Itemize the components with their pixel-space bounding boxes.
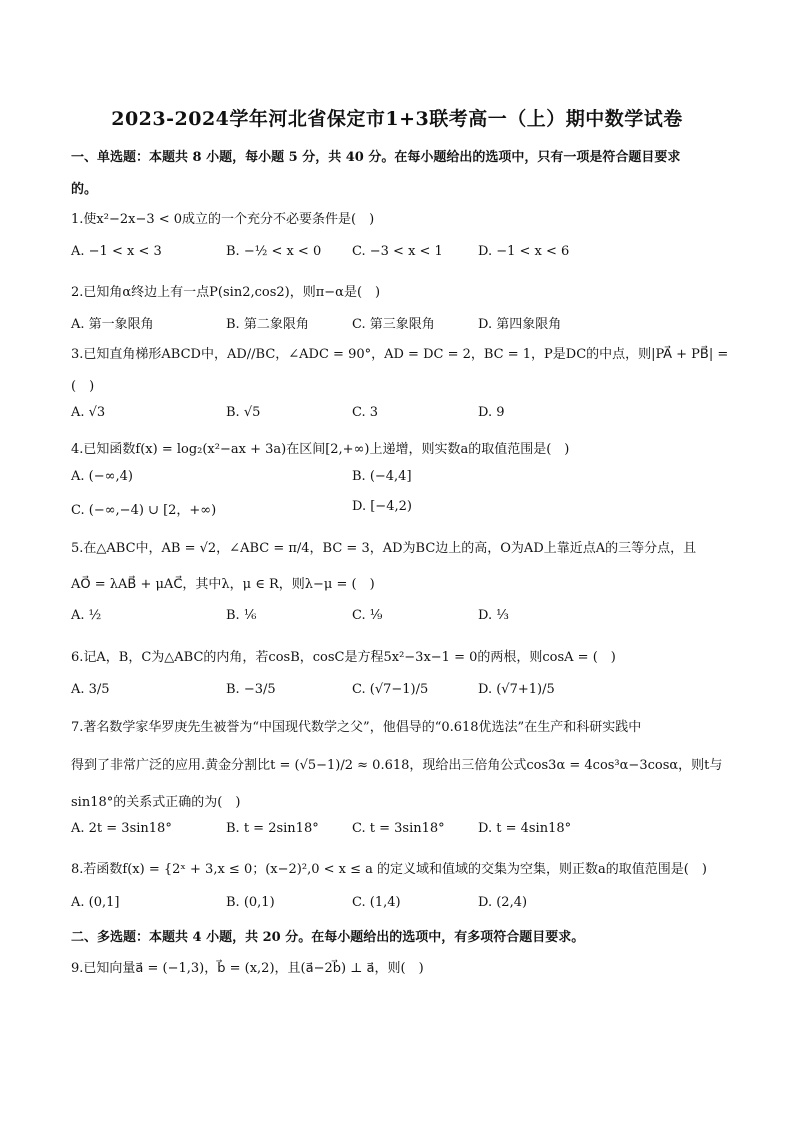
q4-option-b: B. (−4,4] (352, 469, 412, 484)
section1-heading-cont: 的。 (71, 182, 98, 197)
q5-option-a: A. ½ (71, 608, 102, 623)
q1-option-b: B. −½ < x < 0 (226, 244, 322, 259)
q1-option-c: C. −3 < x < 1 (352, 244, 443, 259)
q6-option-b: B. −3/5 (226, 682, 276, 697)
q7-option-a: A. 2t = 3sin18° (71, 821, 172, 836)
q4-option-d: D. [−4,2) (352, 499, 412, 514)
q8-option-c: C. (1,4) (352, 895, 401, 910)
question-2-stem: 2.已知角α终边上有一点P(sin2,cos2)，则π−α是( ) (71, 285, 381, 300)
q3-option-c: C. 3 (352, 405, 379, 420)
q5-option-d: D. ⅓ (478, 608, 509, 623)
q4-option-a: A. (−∞,4) (71, 469, 133, 484)
q3-option-b: B. √5 (226, 405, 261, 420)
question-5-stem: 5.在△ABC中，AB = √2，∠ABC = π/4，BC = 3，AD为BC边上的高，O为AD上靠近点A的三等分点，且 (71, 541, 697, 556)
exam-title: 2023-2024学年河北省保定市1+3联考高一（上）期中数学试卷 (111, 108, 683, 130)
question-3-stem-cont: ( ) (71, 379, 95, 394)
question-6-stem: 6.记A，B，C为△ABC的内角，若cosB，cosC是方程5x²−3x−1 = 0的两根，则cosA = ( ) (71, 650, 616, 665)
question-9-stem: 9.已知向量a⃗ = (−1,3)，b⃗ = (x,2)，且(a⃗−2b⃗) ⊥ a⃗，则( ) (71, 961, 424, 976)
q7-option-b: B. t = 2sin18° (226, 821, 319, 836)
question-7-stem: 7.著名数学家华罗庚先生被誉为“中国现代数学之父”，他倡导的“0.618优选法”在生产和科研实践中 (71, 720, 642, 735)
question-1-stem: 1.使x²−2x−3 < 0成立的一个充分不必要条件是( ) (71, 212, 375, 227)
q6-option-d: D. (√7+1)/5 (478, 682, 555, 697)
q1-option-d: D. −1 < x < 6 (478, 244, 570, 259)
question-5-stem-cont: AO⃗ = λAB⃗ + μAC⃗，其中λ，μ ∈ R，则λ−μ = ( ) (71, 577, 375, 592)
q3-option-a: A. √3 (71, 405, 106, 420)
q2-option-a: A. 第一象限角 (71, 317, 154, 332)
question-7-stem-cont: 得到了非常广泛的应用.黄金分割比t = (√5−1)/2 ≈ 0.618，现给出三倍角公式cos3α = 4cos³α−3cosα，则t与 (71, 758, 723, 773)
question-7-stem-cont2: sin18°的关系式正确的为( ) (71, 795, 241, 810)
section2-heading: 二、多选题：本题共 4 小题，共 20 分。在每小题给出的选项中，有多项符合题目要求。 (71, 930, 585, 945)
question-8-stem: 8.若函数f(x) = {2ˣ + 3,x ≤ 0；(x−2)²,0 < x ≤ a 的定义域和值域的交集为空集，则正数a的取值范围是( ) (71, 862, 707, 877)
question-3-stem: 3.已知直角梯形ABCD中，AD//BC，∠ADC = 90°，AD = DC = 2，BC = 1，P是DC的中点，则|PA⃗ + PB⃗| = (71, 347, 729, 362)
q6-option-c: C. (√7−1)/5 (352, 682, 429, 697)
q2-option-c: C. 第三象限角 (352, 317, 435, 332)
q5-option-c: C. ⅑ (352, 608, 383, 623)
q8-option-b: B. (0,1) (226, 895, 275, 910)
q3-option-d: D. 9 (478, 405, 505, 420)
q6-option-a: A. 3/5 (71, 682, 110, 697)
q8-option-d: D. (2,4) (478, 895, 528, 910)
q8-option-a: A. (0,1] (71, 895, 120, 910)
q2-option-b: B. 第二象限角 (226, 317, 309, 332)
q4-option-c: C. (−∞,−4) ∪ [2，+∞) (71, 503, 217, 518)
question-4-stem: 4.已知函数f(x) = log₂(x²−ax + 3a)在区间[2,+∞)上递增，则实数a的取值范围是( ) (71, 442, 570, 457)
q5-option-b: B. ⅙ (226, 608, 257, 623)
q7-option-d: D. t = 4sin18° (478, 821, 572, 836)
section1-heading: 一、单选题：本题共 8 小题，每小题 5 分，共 40 分。在每小题给出的选项中，只有一项是符合题目要求 (71, 150, 681, 165)
q7-option-c: C. t = 3sin18° (352, 821, 445, 836)
q2-option-d: D. 第四象限角 (478, 317, 562, 332)
q1-option-a: A. −1 < x < 3 (71, 244, 162, 259)
